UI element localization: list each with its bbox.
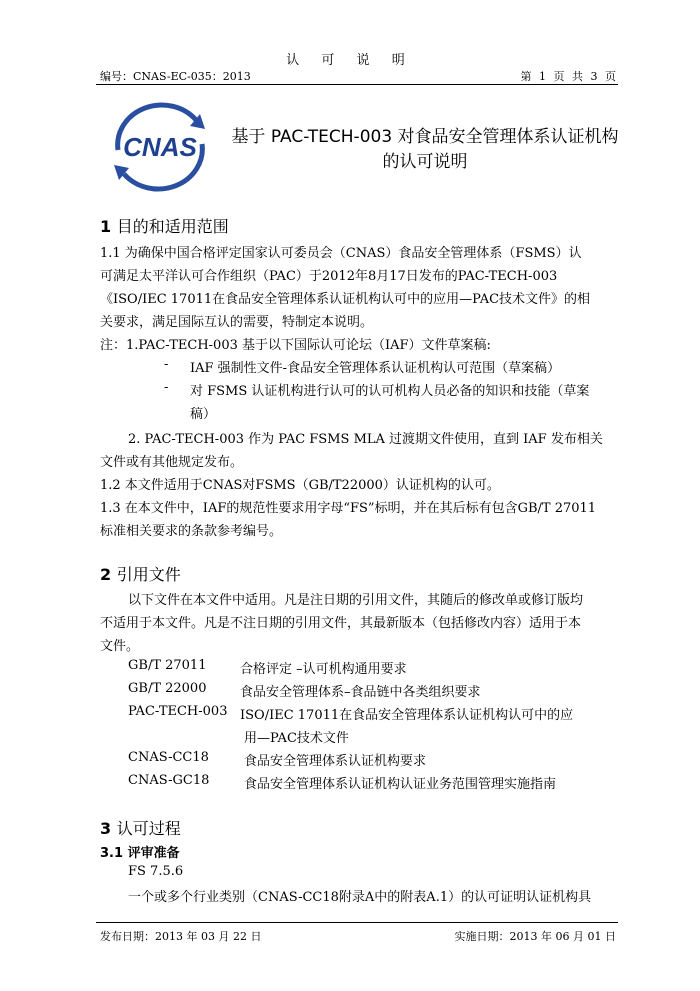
document-title-line1: 基于 PAC-TECH-003 对食品安全管理体系认证机构 — [231, 127, 619, 147]
footer-divider — [96, 922, 618, 923]
section-1-title: 目的和适用范围 — [116, 217, 229, 236]
ref-code-2: GB/T 22000 — [128, 681, 207, 696]
note-dash-2-line2: 稿） — [190, 407, 217, 422]
logo-text: CNAS — [123, 132, 197, 162]
header-title: 认 可 说 明 — [286, 53, 414, 68]
section-1-heading — [100, 214, 229, 237]
issue-date: 发布日期：2013 年 03 月 22 日 — [100, 930, 262, 943]
header-divider — [96, 84, 618, 85]
note-2-line1: 2. PAC-TECH-003 作为 PAC FSMS MLA 过渡期文件使用，直到 IAF 发布相关 — [128, 432, 603, 447]
section-3-heading — [100, 816, 181, 839]
para-1-1-line4: 关要求，满足国际互认的需要，特制定本说明。 — [100, 315, 374, 330]
page-indicator: 第 1 页 共 3 页 — [520, 70, 618, 83]
section-3-text: 一个或多个行业类别（CNAS-CC18附录A中的附表A.1）的认可证明认证机构具 — [128, 890, 592, 905]
para-1-3-line2: 标准相关要求的条款参考编号。 — [100, 524, 283, 539]
section-2-intro-line3: 文件。 — [100, 639, 140, 654]
section-2-heading — [100, 562, 181, 585]
cnas-logo — [104, 100, 216, 192]
subsection-3-1-number: 3.1 — [100, 846, 124, 861]
section-2-title: 引用文件 — [116, 565, 181, 584]
document-title — [220, 125, 630, 175]
ref-desc-3: ISO/IEC 17011在食品安全管理体系认证机构认可中的应 — [240, 708, 574, 723]
ref-code-5: CNAS-GC18 — [128, 773, 210, 788]
fs-clause: FS 7.5.6 — [128, 864, 184, 879]
ref-desc-4: 食品安全管理体系认证机构要求 — [244, 754, 427, 769]
para-1-1-line3: 《ISO/IEC 17011在食品安全管理体系认证机构认可中的应用—PAC技术文件》的相 — [100, 292, 591, 307]
document-number: 编号：CNAS-EC-035：2013 — [100, 70, 251, 83]
note-2-line2: 文件或有其他规定发布。 — [100, 455, 244, 470]
para-1-1-line2: 可满足太平洋认可合作组织（PAC）于2012年8月17日发布的PAC-TECH-003 — [100, 269, 558, 284]
ref-code-1: GB/T 27011 — [128, 658, 207, 673]
note-dash-2-line1: 对 FSMS 认证机构进行认可的认可机构人员必备的知识和技能（草案 — [190, 384, 590, 399]
section-3-title: 认可过程 — [116, 819, 181, 838]
section-1-number: 1 — [100, 217, 112, 236]
section-3-number: 3 — [100, 819, 112, 838]
note-dash-1: IAF 强制性文件-食品安全管理体系认证机构认可范围（草案稿） — [190, 361, 561, 376]
effective-date: 实施日期：2013 年 06 月 01 日 — [454, 930, 616, 943]
ref-code-3: PAC-TECH-003 — [128, 704, 228, 719]
ref-desc-2: 食品安全管理体系–食品链中各类组织要求 — [240, 685, 481, 700]
section-2-number: 2 — [100, 565, 112, 584]
subsection-3-1-title: 评审准备 — [127, 846, 180, 861]
para-1-2: 1.2 本文件适用于CNAS对FSMS（GB/T22000）认证机构的认可。 — [100, 478, 500, 493]
ref-desc-5: 食品安全管理体系认证机构认证业务范围管理实施指南 — [244, 777, 557, 792]
section-2-intro-line1: 以下文件在本文件中适用。凡是注日期的引用文件，其随后的修改单或修订版均 — [128, 593, 584, 608]
note-dash-1-mark: - — [164, 357, 169, 372]
para-1-1-line1: 1.1 为确保中国合格评定国家认可委员会（CNAS）食品安全管理体系（FSMS）认 — [100, 246, 582, 261]
para-1-3-line1: 1.3 在本文件中，IAF的规范性要求用字母“FS”标明，并在其后标有包含GB/T 27011 — [100, 501, 597, 516]
ref-desc-1: 合格评定 –认可机构通用要求 — [240, 662, 407, 677]
note-dash-2-mark: - — [164, 380, 169, 395]
subsection-3-1-heading — [100, 842, 180, 861]
section-2-intro-line2: 不适用于本文件。凡是不注日期的引用文件，其最新版本（包括修改内容）适用于本 — [100, 616, 582, 631]
document-title-line2: 的认可说明 — [382, 152, 468, 172]
note-1-line1: 注：1.PAC-TECH-003 基于以下国际认可论坛（IAF）文件草案稿: — [100, 338, 491, 353]
ref-desc-3-line2: 用—PAC技术文件 — [244, 731, 349, 746]
ref-code-4: CNAS-CC18 — [128, 750, 209, 765]
